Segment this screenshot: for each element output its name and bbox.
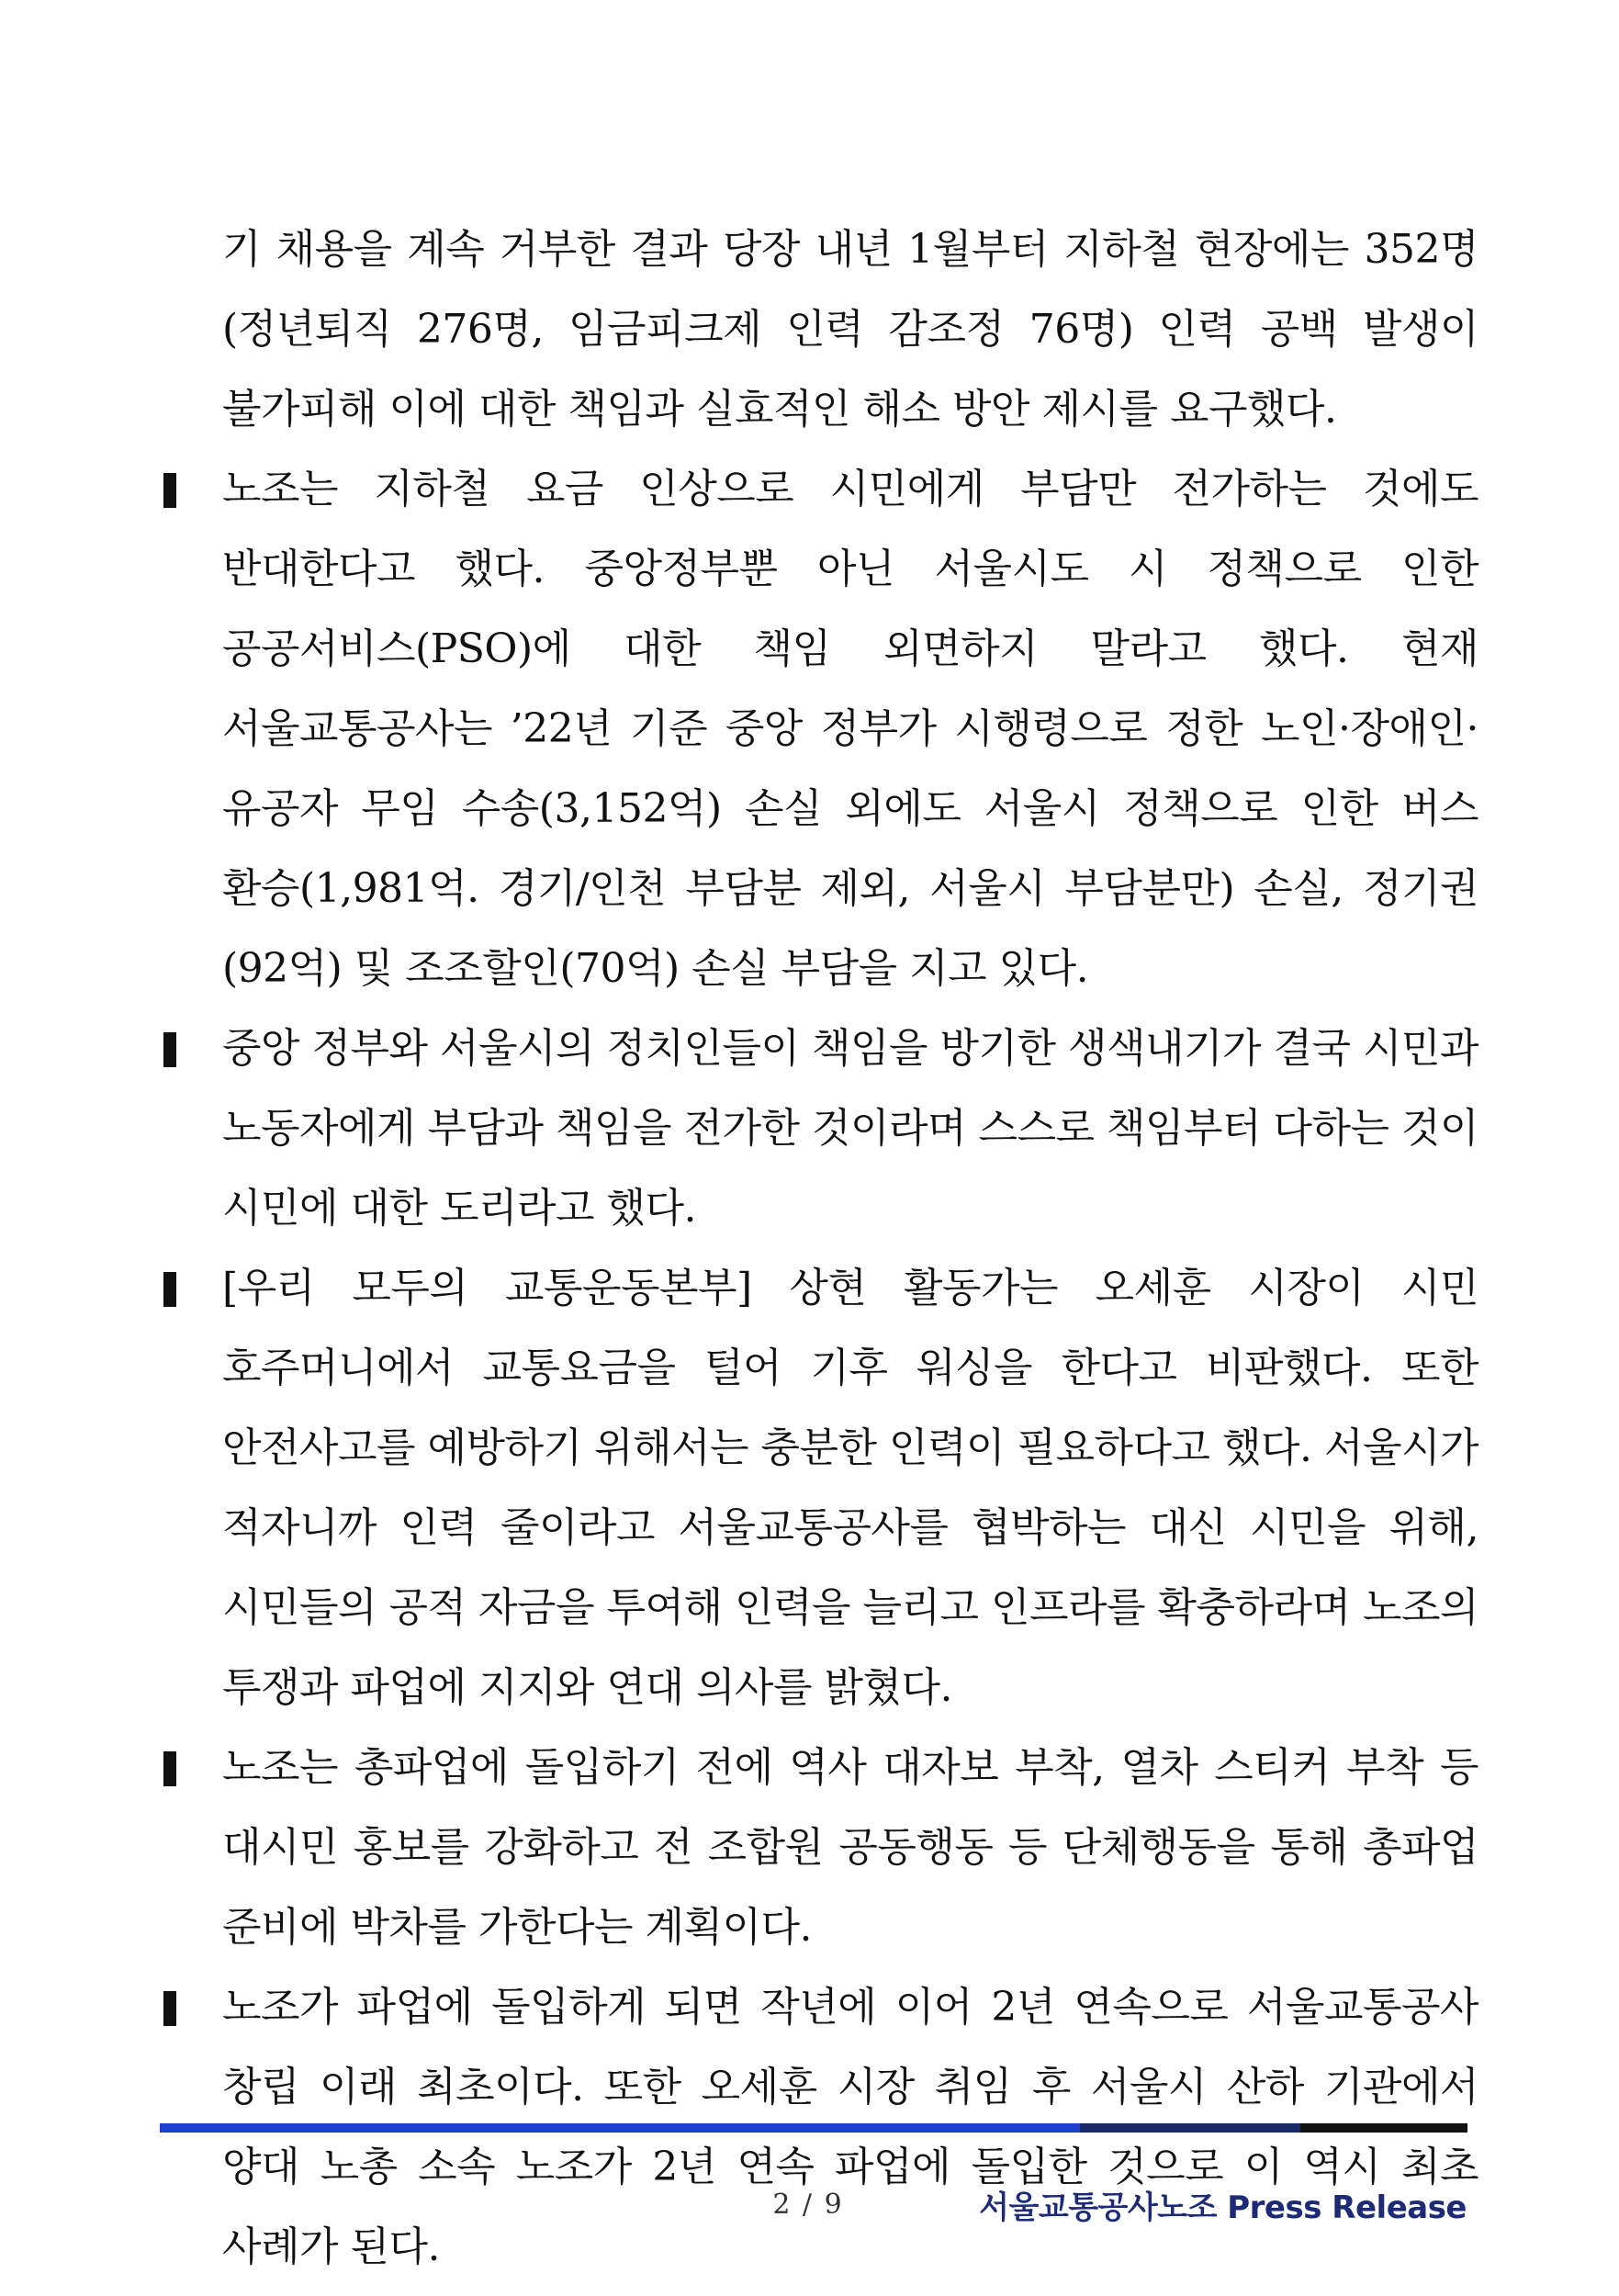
bullet-paragraph-politicians — [156, 1008, 1478, 1248]
bullet-paragraph-activist — [156, 1248, 1478, 1728]
footer-divider — [160, 2123, 1467, 2133]
footer-brand: 서울교통공사노조 Press Release — [979, 2189, 1467, 2226]
footer-divider-black-segment — [1300, 2123, 1467, 2133]
bullet-marker-icon — [163, 1032, 176, 1067]
paragraph-text: 중앙 정부와 서울시의 정치인들이 책임을 방기한 생색내기가 결국 시민과 노동자에게 부담과 책임을 전가한 것이라며 스스로 책임부터 다하는 것이 시민에 대한 도리라고 했다. — [222, 1025, 1479, 1232]
bullet-paragraph-fare-increase — [156, 449, 1478, 1008]
paragraph-text: 노조는 지하철 요금 인상으로 시민에게 부담만 전가하는 것에도 반대한다고 했다. 중앙정부뿐 아닌 서울시도 시 정책으로 인한 공공서비스(PSO)에 대한 책임 외면하지 말라고 했다. 현재 서울교통공사는 ’22년 기준 중앙 정부가 시행령으로 정한 노인·장애인·유공자 무임 수송(3,152억) 손실 외에도 서울시 정책으로 인한 버스 환승(1,981억. 경기/인천 부담분 제외, 서울시 부담분만) 손실, 정기권(92억) 및 조조할인(70억) 손실 부담을 지고 있다. — [222, 466, 1478, 992]
bullet-paragraph-strike-plan — [156, 1728, 1478, 1967]
paragraph-continuation — [156, 209, 1478, 449]
paragraph-text: 기 채용을 계속 거부한 결과 당장 내년 1월부터 지하철 현장에는 352명(정년퇴직 276명, 임금피크제 인력 감조정 76명) 인력 공백 발생이 불가피해 이에 대한 책임과 실효적인 해소 방안 제시를 요구했다. — [222, 226, 1478, 433]
paragraph-text: 노조는 총파업에 돌입하기 전에 역사 대자보 부착, 열차 스티커 부착 등 대시민 홍보를 강화하고 전 조합원 공동행동 등 단체행동을 통해 총파업 준비에 박차를 가한다는 계획이다. — [222, 1744, 1478, 1951]
bullet-marker-icon — [163, 1751, 176, 1786]
bullet-marker-icon — [163, 1272, 176, 1307]
bullet-marker-icon — [163, 473, 176, 508]
footer-divider-navy-segment — [1080, 2123, 1300, 2133]
bullet-marker-icon — [163, 1991, 176, 2026]
paragraph-text: 노조가 파업에 돌입하게 되면 작년에 이어 2년 연속으로 서울교통공사 창립 이래 최초이다. 또한 오세훈 시장 취임 후 서울시 산하 기관에서 양대 노총 소속 노조가 2년 연속 파업에 돌입한 것으로 이 역시 최초 사례가 된다. — [222, 1984, 1478, 2270]
footer-divider-blue-segment — [160, 2123, 1080, 2133]
paragraph-text: [우리 모두의 교통운동본부] 상현 활동가는 오세훈 시장이 시민 호주머니에서 교통요금을 털어 기후 워싱을 한다고 비판했다. 또한 안전사고를 예방하기 위해서는 충분한 인력이 필요하다고 했다. 서울시가 적자니까 인력 줄이라고 서울교통공사를 협박하는 대신 시민을 위해, 시민들의 공적 자금을 투여해 인력을 늘리고 인프라를 확충하라며 노조의 투쟁과 파업에 지지와 연대 의사를 밝혔다. — [222, 1265, 1479, 1711]
page-number: 2 / 9 — [772, 2189, 844, 2221]
document-body — [156, 209, 1478, 2287]
